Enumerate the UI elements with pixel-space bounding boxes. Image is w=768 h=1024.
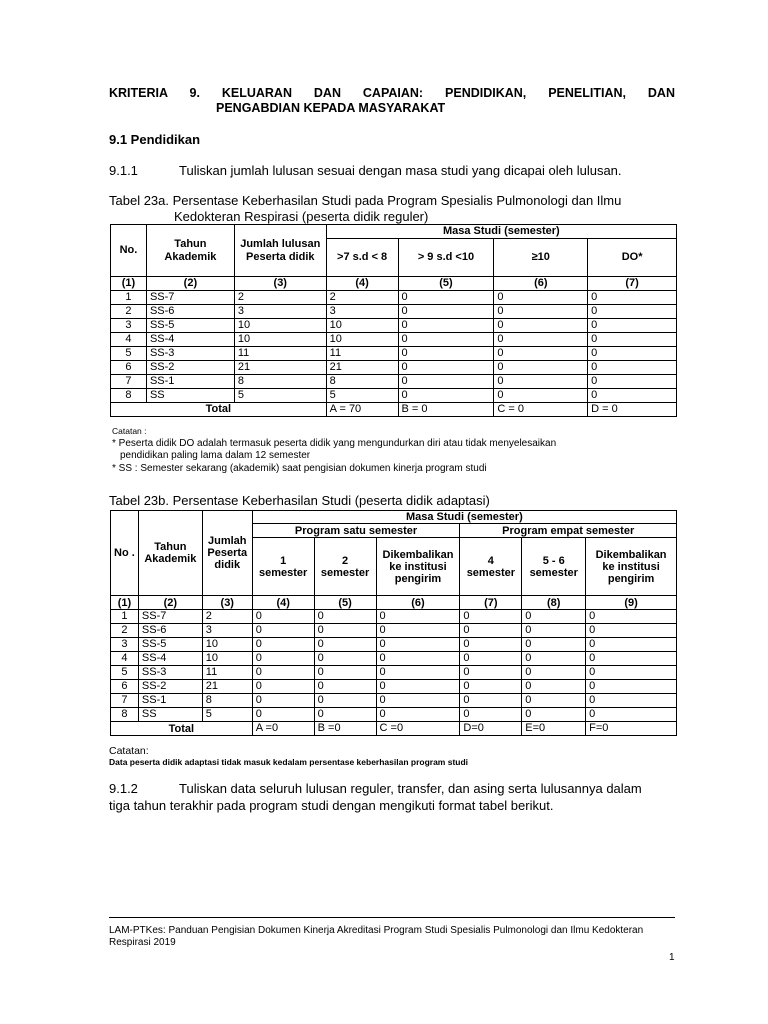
cell: 0 xyxy=(494,375,588,389)
cell: 0 xyxy=(376,694,460,708)
total-cell: F=0 xyxy=(586,722,677,736)
cell: 0 xyxy=(522,624,586,638)
cell: 0 xyxy=(460,624,522,638)
cell: 5 xyxy=(202,708,252,722)
cell: 4 xyxy=(111,652,139,666)
table-row xyxy=(111,708,677,722)
cell: 8 xyxy=(111,708,139,722)
cell: 0 xyxy=(494,291,588,305)
cell: 1 xyxy=(111,291,147,305)
cell: 0 xyxy=(522,638,586,652)
table-row xyxy=(111,624,677,638)
cell: 0 xyxy=(586,624,677,638)
total-cell: C =0 xyxy=(376,722,460,736)
cell: 10 xyxy=(202,652,252,666)
cell: SS-3 xyxy=(146,347,234,361)
cell: 0 xyxy=(586,680,677,694)
cell: 0 xyxy=(494,389,588,403)
table-row xyxy=(111,652,677,666)
cell: 11 xyxy=(234,347,326,361)
total-cell: B = 0 xyxy=(398,403,494,417)
table-row xyxy=(111,305,677,319)
cell: SS xyxy=(146,389,234,403)
cell: 0 xyxy=(314,666,376,680)
cell: 0 xyxy=(494,319,588,333)
header-col-4: >7 s.d < 8 xyxy=(326,239,398,277)
table-row xyxy=(111,694,677,708)
header-program-empat: Program empat semester xyxy=(460,524,677,538)
cell: 0 xyxy=(252,680,314,694)
header-no: No . xyxy=(111,511,139,596)
total-cell: B =0 xyxy=(314,722,376,736)
cell: 0 xyxy=(522,680,586,694)
cell: 0 xyxy=(252,666,314,680)
cell: 0 xyxy=(522,708,586,722)
cell: 0 xyxy=(522,652,586,666)
cell: 0 xyxy=(588,333,677,347)
cell: 0 xyxy=(252,624,314,638)
item-text-line-1: Tuliskan data seluruh lulusan reguler, transfer, dan asing serta lulusannya dalam xyxy=(179,781,642,796)
cell: SS-1 xyxy=(138,694,202,708)
cell: 2 xyxy=(326,291,398,305)
section-title: 9.1 Pendidikan xyxy=(109,132,201,147)
header-masa-studi: Masa Studi (semester) xyxy=(252,511,676,524)
colnum: (5) xyxy=(314,596,376,610)
cell: 0 xyxy=(314,610,376,624)
cell: SS-1 xyxy=(146,375,234,389)
header-col-7: DO* xyxy=(588,239,677,277)
cell: 0 xyxy=(494,305,588,319)
notes-title-1: Catatan : xyxy=(112,426,147,436)
cell: 3 xyxy=(326,305,398,319)
cell: 0 xyxy=(586,610,677,624)
cell: 0 xyxy=(376,652,460,666)
header-col-4: 1 semester xyxy=(252,538,314,596)
table-23b-caption: Tabel 23b. Persentase Keberhasilan Studi (peserta didik adaptasi) xyxy=(109,493,490,508)
cell: SS-7 xyxy=(138,610,202,624)
cell: 7 xyxy=(111,694,139,708)
header-tahun: Tahun Akademik xyxy=(146,225,234,277)
cell: 0 xyxy=(314,694,376,708)
colnum: (7) xyxy=(460,596,522,610)
total-label: Total xyxy=(111,722,253,736)
item-number: 9.1.2 xyxy=(109,781,138,796)
cell: SS-2 xyxy=(138,680,202,694)
cell: 0 xyxy=(460,666,522,680)
cell: 8 xyxy=(234,375,326,389)
cell: 0 xyxy=(460,610,522,624)
cell: SS-6 xyxy=(138,624,202,638)
colnum: (8) xyxy=(522,596,586,610)
cell: 2 xyxy=(111,624,139,638)
cell: 11 xyxy=(326,347,398,361)
cell: 2 xyxy=(202,610,252,624)
cell: 0 xyxy=(588,389,677,403)
cell: 0 xyxy=(588,291,677,305)
cell: 0 xyxy=(460,708,522,722)
table-row xyxy=(111,375,677,389)
notes-title-2: Catatan: xyxy=(109,745,149,757)
cell: 0 xyxy=(398,375,494,389)
colnum: (4) xyxy=(252,596,314,610)
cell: 0 xyxy=(522,610,586,624)
total-cell: C = 0 xyxy=(494,403,588,417)
table-row xyxy=(111,666,677,680)
cell: 1 xyxy=(111,610,139,624)
cell: 0 xyxy=(314,624,376,638)
table-row xyxy=(111,680,677,694)
header-col-5: 2 semester xyxy=(314,538,376,596)
cell: 0 xyxy=(586,666,677,680)
cell: 0 xyxy=(376,708,460,722)
cell: 0 xyxy=(494,361,588,375)
cell: 10 xyxy=(326,333,398,347)
cell: 3 xyxy=(202,624,252,638)
cell: 0 xyxy=(252,694,314,708)
total-cell: D=0 xyxy=(460,722,522,736)
total-cell: E=0 xyxy=(522,722,586,736)
cell: 5 xyxy=(111,347,147,361)
item-9-1-1 xyxy=(109,162,669,179)
caption-line-1: Tabel 23a. Persentase Keberhasilan Studi pada Program Spesialis Pulmonologi dan Ilmu xyxy=(109,193,622,208)
column-numbers-row xyxy=(111,596,677,610)
cell: 0 xyxy=(460,694,522,708)
header-col-8: 5 - 6 semester xyxy=(522,538,586,596)
table-row xyxy=(111,333,677,347)
total-label: Total xyxy=(111,403,327,417)
cell: 5 xyxy=(234,389,326,403)
cell: 0 xyxy=(252,638,314,652)
cell: 0 xyxy=(314,680,376,694)
cell: 0 xyxy=(460,680,522,694)
cell: 8 xyxy=(202,694,252,708)
cell: 2 xyxy=(234,291,326,305)
header-jumlah: Jumlah Peserta didik xyxy=(202,511,252,596)
header-masa-studi: Masa Studi (semester) xyxy=(326,225,676,239)
cell: 0 xyxy=(586,708,677,722)
item-number: 9.1.1 xyxy=(109,163,138,178)
page-number: 1 xyxy=(669,952,675,963)
total-cell: D = 0 xyxy=(588,403,677,417)
header-col-5: > 9 s.d <10 xyxy=(398,239,494,277)
cell: 21 xyxy=(326,361,398,375)
cell: 0 xyxy=(376,666,460,680)
cell: 0 xyxy=(588,319,677,333)
cell: 10 xyxy=(234,319,326,333)
cell: 0 xyxy=(586,652,677,666)
heading-line-2: PENGABDIAN KEPADA MASYARAKAT xyxy=(216,101,446,115)
caption-line-2: Kedokteran Respirasi (peserta didik reguler) xyxy=(174,209,429,224)
cell: 0 xyxy=(314,652,376,666)
cell: 0 xyxy=(494,333,588,347)
cell: 4 xyxy=(111,333,147,347)
cell: 0 xyxy=(522,694,586,708)
cell: SS-5 xyxy=(138,638,202,652)
colnum: (5) xyxy=(398,277,494,291)
column-numbers-row xyxy=(111,277,677,291)
cell: SS-4 xyxy=(146,333,234,347)
note-do-line-2: pendidikan paling lama dalam 12 semester xyxy=(120,450,311,461)
cell: 0 xyxy=(314,638,376,652)
cell: 0 xyxy=(588,361,677,375)
table-row xyxy=(111,347,677,361)
cell: 10 xyxy=(326,319,398,333)
cell: 5 xyxy=(326,389,398,403)
colnum: (1) xyxy=(111,596,139,610)
header-col-9: Dikembalikan ke institusi pengirim xyxy=(586,538,677,596)
cell: 2 xyxy=(111,305,147,319)
total-cell: A =0 xyxy=(252,722,314,736)
cell: SS-7 xyxy=(146,291,234,305)
header-jumlah: Jumlah lulusan Peserta didik xyxy=(234,225,326,277)
header-tahun: Tahun Akademik xyxy=(138,511,202,596)
colnum: (3) xyxy=(234,277,326,291)
cell: 0 xyxy=(252,708,314,722)
cell: 0 xyxy=(588,305,677,319)
header-col-6: Dikembalikan ke institusi pengirim xyxy=(376,538,460,596)
total-row xyxy=(111,722,677,736)
cell: 0 xyxy=(376,610,460,624)
cell: SS-6 xyxy=(146,305,234,319)
cell: 6 xyxy=(111,361,147,375)
cell: 0 xyxy=(398,347,494,361)
cell: 0 xyxy=(494,347,588,361)
header-no: No. xyxy=(111,225,147,277)
cell: 7 xyxy=(111,375,147,389)
colnum: (6) xyxy=(494,277,588,291)
colnum: (3) xyxy=(202,596,252,610)
table-23a-caption xyxy=(109,193,621,225)
note-do xyxy=(112,438,556,462)
cell: 0 xyxy=(586,694,677,708)
cell: 0 xyxy=(588,347,677,361)
total-row xyxy=(111,403,677,417)
table-row xyxy=(111,389,677,403)
colnum: (7) xyxy=(588,277,677,291)
cell: SS-5 xyxy=(146,319,234,333)
cell: 0 xyxy=(398,305,494,319)
footer-text: LAM-PTKes: Panduan Pengisian Dokumen Kinerja Akreditasi Program Studi Spesialis Pulmonologi dan Ilmu Kedokteran Respirasi 2019 xyxy=(109,925,644,948)
cell: 0 xyxy=(398,333,494,347)
cell: 10 xyxy=(202,638,252,652)
criteria-heading xyxy=(109,86,675,116)
total-cell: A = 70 xyxy=(326,403,398,417)
heading-line-1: KRITERIA 9. KELUARAN DAN CAPAIAN: PENDIDIKAN, PENELITIAN, DAN xyxy=(109,86,675,100)
cell: 0 xyxy=(252,610,314,624)
cell: 0 xyxy=(252,652,314,666)
header-col-6: ≥10 xyxy=(494,239,588,277)
colnum: (4) xyxy=(326,277,398,291)
cell: 6 xyxy=(111,680,139,694)
cell: 3 xyxy=(111,319,147,333)
colnum: (2) xyxy=(138,596,202,610)
cell: 8 xyxy=(326,375,398,389)
cell: 0 xyxy=(460,638,522,652)
cell: 0 xyxy=(460,652,522,666)
cell: 3 xyxy=(234,305,326,319)
table-row xyxy=(111,610,677,624)
cell: 21 xyxy=(202,680,252,694)
cell: 0 xyxy=(376,680,460,694)
cell: 0 xyxy=(588,375,677,389)
cell: 11 xyxy=(202,666,252,680)
cell: 8 xyxy=(111,389,147,403)
table-row xyxy=(111,361,677,375)
table-23a xyxy=(110,224,677,417)
cell: 5 xyxy=(111,666,139,680)
note-ss: * SS : Semester sekarang (akademik) saat pengisian dokumen kinerja program studi xyxy=(112,463,487,474)
table-row xyxy=(111,291,677,305)
item-text: Tuliskan jumlah lulusan sesuai dengan masa studi yang dicapai oleh lulusan. xyxy=(179,163,622,178)
header-col-7: 4 semester xyxy=(460,538,522,596)
colnum: (6) xyxy=(376,596,460,610)
header-program-satu: Program satu semester xyxy=(252,524,460,538)
cell: 21 xyxy=(234,361,326,375)
table-23b xyxy=(110,510,677,736)
item-text-line-2: tiga tahun terakhir pada program studi dengan mengikuti format tabel berikut. xyxy=(109,798,554,813)
cell: 0 xyxy=(398,291,494,305)
cell: 0 xyxy=(376,638,460,652)
table-row xyxy=(111,638,677,652)
cell: 10 xyxy=(234,333,326,347)
colnum: (1) xyxy=(111,277,147,291)
colnum: (2) xyxy=(146,277,234,291)
cell: 0 xyxy=(398,319,494,333)
cell: 0 xyxy=(398,389,494,403)
cell: 0 xyxy=(314,708,376,722)
cell: 0 xyxy=(376,624,460,638)
cell: SS-3 xyxy=(138,666,202,680)
cell: 0 xyxy=(586,638,677,652)
item-9-1-2 xyxy=(109,780,669,814)
cell: 3 xyxy=(111,638,139,652)
cell: SS xyxy=(138,708,202,722)
cell: 0 xyxy=(522,666,586,680)
colnum: (9) xyxy=(586,596,677,610)
table-row xyxy=(111,319,677,333)
cell: SS-4 xyxy=(138,652,202,666)
note-adaptasi: Data peserta didik adaptasi tidak masuk kedalam persentase keberhasilan program studi xyxy=(109,757,469,767)
note-do-line-1: * Peserta didik DO adalah termasuk peserta didik yang mengundurkan diri atau tidak menyelesaikan xyxy=(112,438,557,449)
footer-divider xyxy=(109,917,675,918)
cell: 0 xyxy=(398,361,494,375)
cell: SS-2 xyxy=(146,361,234,375)
